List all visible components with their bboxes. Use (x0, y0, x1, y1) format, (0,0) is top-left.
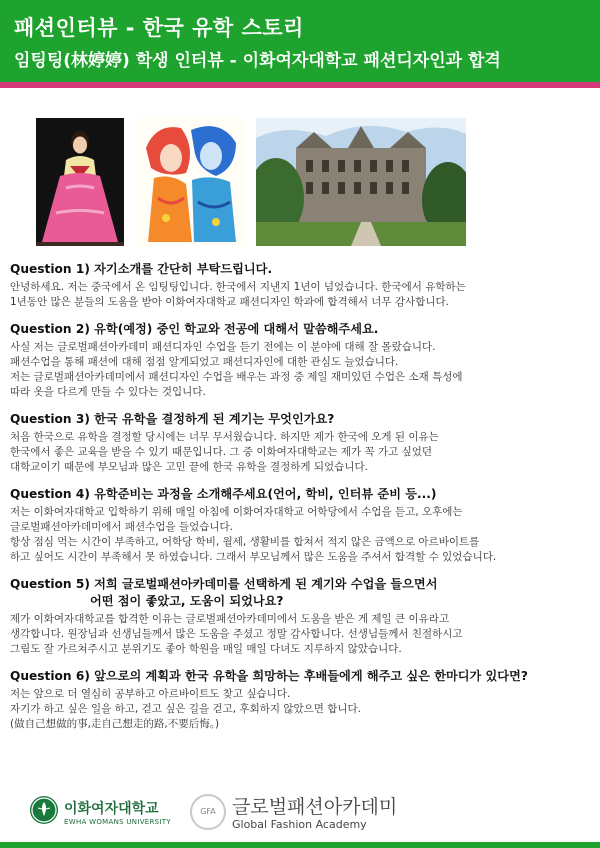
gfa-badge-icon (190, 794, 226, 830)
answer-4: 저는 이화여자대학교 입학하기 위해 매일 아침에 이화여자대학교 어학당에서 수업을 듣고, 오후에는 글로벌패션아카데미에서 패션수업을 들었습니다. 항상 점심 먹는 시간이 부족하고, 어학당 학비, 월세, 생활비를 합쳐서 적지 않은 금액으로 아르바이트를 하고 싶어도 시간이 부족해서 못 하였습니다. 그래서 부모님께서 많은 도움을 주셔서 합격할 수 있었습니다. (10, 506, 497, 563)
answer-1: 안녕하세요. 저는 중국에서 온 임팅팅입니다. 한국에서 지낸지 1년이 넘었습니다. 한국에서 유학하는 1년동안 많은 분들의 도움을 받아 이화여자대학교 패션디자인 학과에 합격해서 너무 감사합니다. (10, 281, 466, 308)
header-accent-line (0, 82, 600, 88)
footer-logos (0, 792, 600, 842)
student-hanbok-photo (36, 118, 124, 246)
fashion-illustration (136, 118, 246, 246)
gfa-name-en: Global Fashion Academy (232, 818, 367, 831)
question-5: Question 5) 저희 글로벌패션아카데미를 선택하게 된 계기와 수업을 들으면서 어떤 점이 좋았고, 도움이 되었나요? (10, 577, 438, 608)
ewha-seal-icon (30, 796, 58, 824)
ewha-name-en: EWHA WOMANS UNIVERSITY (64, 818, 171, 826)
ewha-name-ko: 이화여자대학교 (64, 801, 159, 817)
photo-row (0, 118, 600, 246)
question-6: Question 6) 앞으로의 계획과 한국 유학을 희망하는 후배들에게 해주고 싶은 한마디가 있다면? (10, 669, 528, 683)
header-banner (0, 0, 600, 82)
ewha-campus-photo (256, 118, 466, 246)
interview-block (10, 320, 596, 400)
question-4: Question 4) 유학준비는 과정을 소개해주세요(언어, 학비, 인터뷰 준비 등...) (10, 487, 437, 501)
page-subtitle: 임팅팅(林婷婷) 학생 인터뷰 - 이화여자대학교 패션디자인과 합격 (14, 51, 501, 71)
question-3: Question 3) 한국 유학을 결정하게 된 계기는 무엇인가요? (10, 412, 335, 426)
page-title: 패션인터뷰 - 한국 유학 스토리 (14, 16, 304, 40)
answer-6: 저는 앞으로 더 열심히 공부하고 아르바이트도 찾고 싶습니다. 자기가 하고 싶은 일을 하고, 걷고 싶은 길을 걷고, 후회하지 않았으면 합니다. (做自己想做的事,走自己想走的路,不要后悔。) (10, 688, 362, 730)
interview-block (10, 260, 596, 310)
interview-block (10, 410, 596, 475)
interview-content (10, 260, 596, 742)
interview-block (10, 575, 596, 657)
question-2: Question 2) 유학(예정) 중인 학교와 전공에 대해서 말씀해주세요. (10, 322, 379, 336)
answer-5: 제가 이화여자대학교를 합격한 이유는 글로벌패션아카데미에서 도움을 받은 게 제일 큰 이유라고 생각합니다. 원장님과 선생님들께서 많은 도움을 주셨고 정말 감사합니다. 선생님들께서 친절하시고 그림도 잘 가르쳐주시고 분위기도 좋아 학원을 매일 매일 다녀도 지루하지 않았습니다. (10, 613, 463, 655)
footer-accent-bar (0, 842, 600, 848)
interview-block (10, 667, 596, 732)
gfa-badge-text: GFA (200, 807, 216, 816)
interview-block (10, 485, 596, 565)
answer-2: 사실 저는 글로벌패션아카데미 패션디자인 수업을 듣기 전에는 이 분야에 대해 잘 몰랐습니다. 패션수업을 통해 패션에 대해 점점 알게되었고 패션디자인에 대한 관심도 늘었습니다. 저는 글로벌패션아카데미에서 패션디자인 수업을 배우는 과정 중 제일 재미있던 수업은 소재 특성에 따라 옷을 다르게 만들 수 있다는 것입니다. (10, 341, 463, 398)
question-1: Question 1) 자기소개를 간단히 부탁드립니다. (10, 262, 273, 276)
gfa-name-ko: 글로벌패션아카데미 (232, 796, 398, 818)
answer-3: 처음 한국으로 유학을 결정할 당시에는 너무 무서웠습니다. 하지만 제가 한국에 오게 된 이유는 한국에서 좋은 교육을 받을 수 있기 때문입니다. 그 중 이화여자대학교는 제가 꼭 가고 싶었던 대학교이기 때문에 부모님과 많은 고민 끝에 한국 유학을 결정하게 되었습니다. (10, 431, 439, 473)
